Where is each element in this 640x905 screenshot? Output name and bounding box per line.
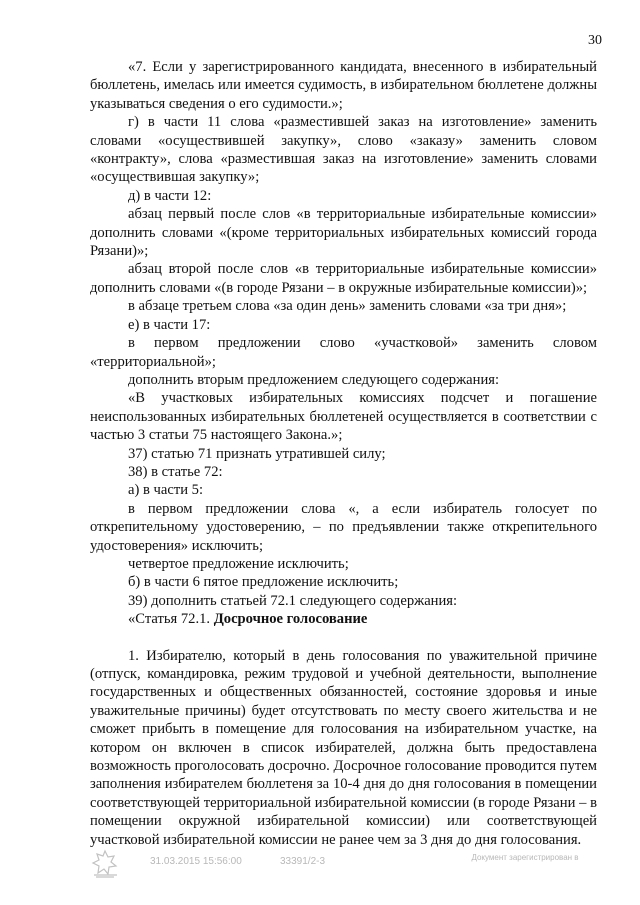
- paragraph: четвертое предложение исключить;: [128, 555, 349, 572]
- paragraph: б) в части 6 пятое предложение исключить;: [128, 574, 399, 591]
- paragraph: г) в части 11 слова «разместившей заказ на изготовление» заменить словами «осуществившей закупку», слово «заказу» заменить словом «контракту», слова «разместившая заказ на изготовление» заменить словами «осуществившая закупку»;: [90, 114, 597, 186]
- stamp-id: 33391/2-3: [280, 856, 326, 867]
- paragraph: д) в части 12:: [128, 187, 212, 204]
- paragraph: «7. Если у зарегистрированного кандидата, внесенного в избирательный бюллетень, имелась или имеется судимость, в избирательном бюллетене должны указываться сведения о его судимости.»;: [90, 59, 597, 112]
- paragraph: дополнить вторым предложением следующего содержания:: [128, 371, 500, 388]
- registration-stamp: [90, 848, 610, 888]
- article-heading: [90, 610, 597, 628]
- paragraph: абзац первый после слов «в территориальные избирательные комиссии» дополнить словами «(кроме территориальных избирательных комиссий города Рязани)»;: [90, 206, 597, 260]
- paragraph: в первом предложении слова «, а если избиратель голосует по открепительному удостоверению, – по предъявлении также открепительного удостоверения» исключить;: [90, 500, 597, 554]
- document-body: [90, 58, 597, 849]
- paragraph: 1. Избирателю, который в день голосования по уважительной причине (отпуск, командировка, режим трудовой и учебной деятельности, выполнение государственных и общественных обязанностей, состояние здоровья и иные уважительные причины) будет отсутствовать по месту своего жительства и не сможет прибыть в помещение для голосования на избирательном участке, на котором он включен в список избирателей, должна быть предоставлена возможность проголосовать досрочно. Досрочное голосование проводится путем заполнения избирателем бюллетеня за 10-4 дня до дня голосования в помещении соответствующей территориальной избирательной комиссии (в городе Рязани – в помещении окружной избирательной комиссии) или соответствующей участковой избирательной комиссии не ранее чем за 3 дня до дня голосования.: [90, 647, 597, 848]
- stamp-icon: [90, 848, 120, 878]
- paragraph: 37) статью 71 признать утратившей силу;: [128, 445, 386, 462]
- stamp-note: Документ зарегистрирован в: [471, 853, 579, 862]
- stamp-date: 31.03.2015 15:56:00: [150, 856, 242, 867]
- paragraph: в первом предложении слово «участковой» заменить словом «территориальной»;: [90, 335, 597, 370]
- page-number: 30: [588, 33, 602, 48]
- paragraph: абзац второй после слов «в территориальные избирательные комиссии» дополнить словами «(в городе Рязани – в окружные избирательные комиссии)»;: [90, 261, 597, 296]
- paragraph: 38) в статье 72:: [128, 463, 223, 480]
- paragraph: е) в части 17:: [128, 316, 211, 333]
- paragraph: 39) дополнить статьей 72.1 следующего содержания:: [128, 592, 458, 609]
- paragraph: «В участковых избирательных комиссиях подсчет и погашение неиспользованных избирательных бюллетеней осуществляется в соответствии с частью 3 статьи 75 настоящего Закона.»;: [90, 390, 597, 444]
- article-prefix: «Статья 72.1.: [128, 611, 214, 628]
- paragraph: в абзаце третьем слова «за один день» заменить словами «за три дня»;: [128, 298, 567, 315]
- paragraph: а) в части 5:: [128, 482, 204, 499]
- article-title: Досрочное голосование: [213, 611, 368, 628]
